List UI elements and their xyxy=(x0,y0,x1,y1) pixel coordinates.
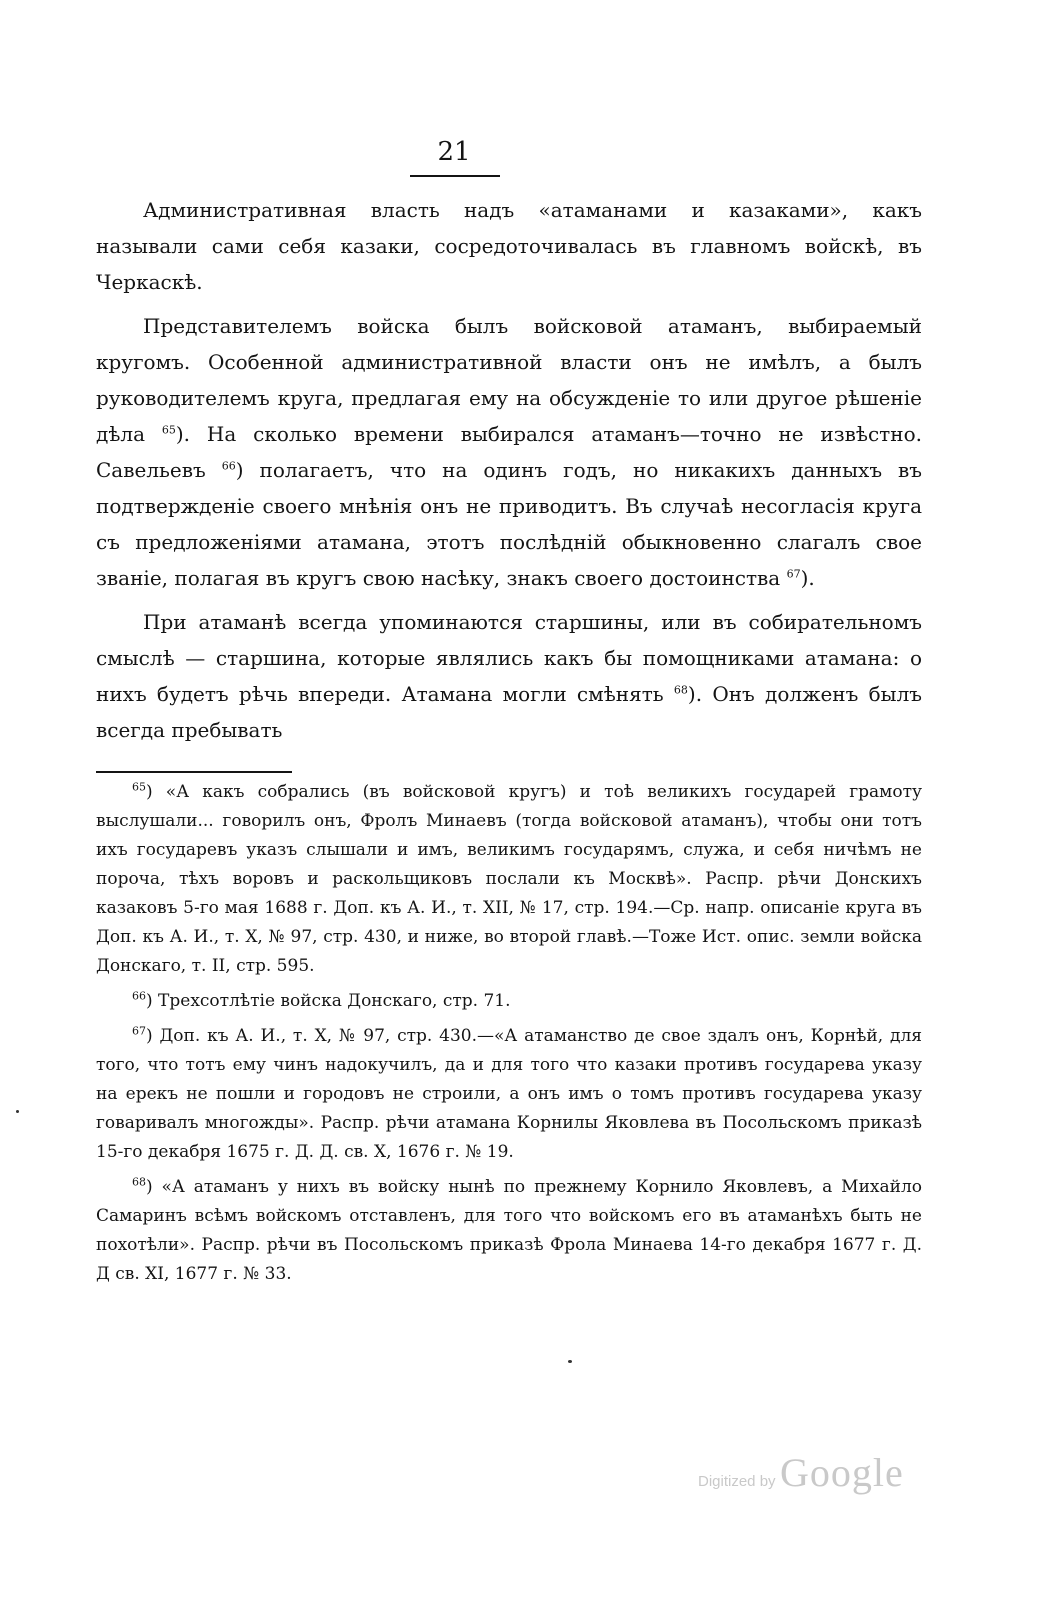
footnote-ref-67: 67 xyxy=(786,567,801,581)
footnote-67 xyxy=(96,1022,922,1167)
footnotes xyxy=(96,778,922,1295)
body-paragraph-2 xyxy=(96,308,922,596)
scan-speck xyxy=(16,1110,19,1113)
paragraph-text: Административная власть надъ «атаманами и казаками», какъ называли сами себя казаки, сосредоточивалась въ главномъ войскѣ, въ Черкаскѣ. xyxy=(96,198,922,294)
footnote-separator xyxy=(96,771,292,773)
watermark-prefix: Digitized by xyxy=(698,1473,776,1490)
footnote-68 xyxy=(96,1173,922,1289)
paragraph-text: ). xyxy=(800,566,815,590)
paragraph-text: Представителемъ войска былъ войсковой атаманъ, выбираемый кругомъ. Особенной административной власти онъ не имѣлъ, а былъ руководителемъ круга, предлагая ему на обсужденіе то или другое рѣшеніе дѣла xyxy=(96,314,922,446)
body-text xyxy=(96,192,922,756)
footnote-text: ) «А атаманъ у нихъ въ войску нынѣ по прежнему Корнило Яковлевъ, а Михайло Самаринъ всѣмъ войскомъ отставленъ, для того что войскомъ его въ атаманѣхъ быть не похотѣли». Распр. рѣчи въ Посольскомъ приказѣ Фрола Минаева 14-го декабря 1677 г. Д. Д св. XI, 1677 г. № 33. xyxy=(96,1177,922,1284)
scan-speck xyxy=(568,1360,572,1363)
google-logo: Google xyxy=(780,1450,904,1495)
footnote-number: 67 xyxy=(132,1024,146,1038)
footnote-number: 65 xyxy=(132,780,146,794)
footnote-65 xyxy=(96,778,922,981)
page-number: 21 xyxy=(437,137,471,167)
paragraph-text: ) полагаетъ, что на одинъ годъ, но никакихъ данныхъ въ подтвержденіе своего мнѣнія онъ не приводитъ. Въ случаѣ несогласія круга съ предложеніями атамана, этотъ послѣдній обыкновенно слагалъ свое званіе, полагая въ кругъ свою насѣку, знакъ своего достоинства xyxy=(96,458,922,590)
footnote-number: 66 xyxy=(132,989,146,1003)
page-number-rule xyxy=(410,175,500,177)
paragraph-text: При атаманѣ всегда упоминаются старшины, или въ собирательномъ смыслѣ — старшина, которые являлись какъ бы помощниками атамана: о нихъ будетъ рѣчь впереди. Атамана могли смѣнять xyxy=(96,610,922,706)
digitized-by-google-watermark xyxy=(698,1449,904,1496)
footnote-66 xyxy=(96,987,922,1016)
body-paragraph-1 xyxy=(96,192,922,300)
footnote-text: ) Трехсотлѣтіе войска Донскаго, стр. 71. xyxy=(146,991,511,1011)
footnote-ref-66: 66 xyxy=(221,459,236,473)
footnote-number: 68 xyxy=(132,1175,146,1189)
footnote-ref-65: 65 xyxy=(161,423,176,437)
footnote-text: ) «А какъ собрались (въ войсковой кругъ) и тоѣ великихъ государей грамоту выслушали... говорилъ онъ, Фролъ Минаевъ (тогда войсковой атаманъ), чтобы они тотъ ихъ государевъ указъ слышали и имъ, великимъ государямъ, служа, и себя ничѣмъ не пороча, тѣхъ воровъ и раскольщиковъ послали къ Москвѣ». Распр. рѣчи Донскихъ казаковъ 5-го мая 1688 г. Доп. къ А. И., т. XII, № 17, стр. 194.—Ср. напр. описаніе круга въ Доп. къ А. И., т. X, № 97, стр. 430, и ниже, во второй главѣ.—Тоже Ист. опис. земли войска Донскаго, т. II, стр. 595. xyxy=(96,782,922,976)
body-paragraph-3 xyxy=(96,604,922,748)
footnote-text: ) Доп. къ А. И., т. X, № 97, стр. 430.—«А атаманство де свое здалъ онъ, Корнѣй, для того, что тотъ ему чинъ надокучилъ, да и для того что казаки противъ государева указу на ерекъ не пошли и городовъ не строили, а онъ имъ о томъ противъ государева указу говаривалъ многожды». Распр. рѣчи атамана Корнилы Яковлева въ Посольскомъ приказѣ 15-го декабря 1675 г. Д. Д. св. X, 1676 г. № 19. xyxy=(96,1026,922,1162)
footnote-ref-68: 68 xyxy=(673,683,688,697)
paragraph-text: ). На сколько времени выбирался атаманъ—точно не извѣстно. Савельевъ xyxy=(96,422,922,482)
paragraph-text: ). Онъ долженъ былъ всегда пребывать xyxy=(96,682,923,742)
